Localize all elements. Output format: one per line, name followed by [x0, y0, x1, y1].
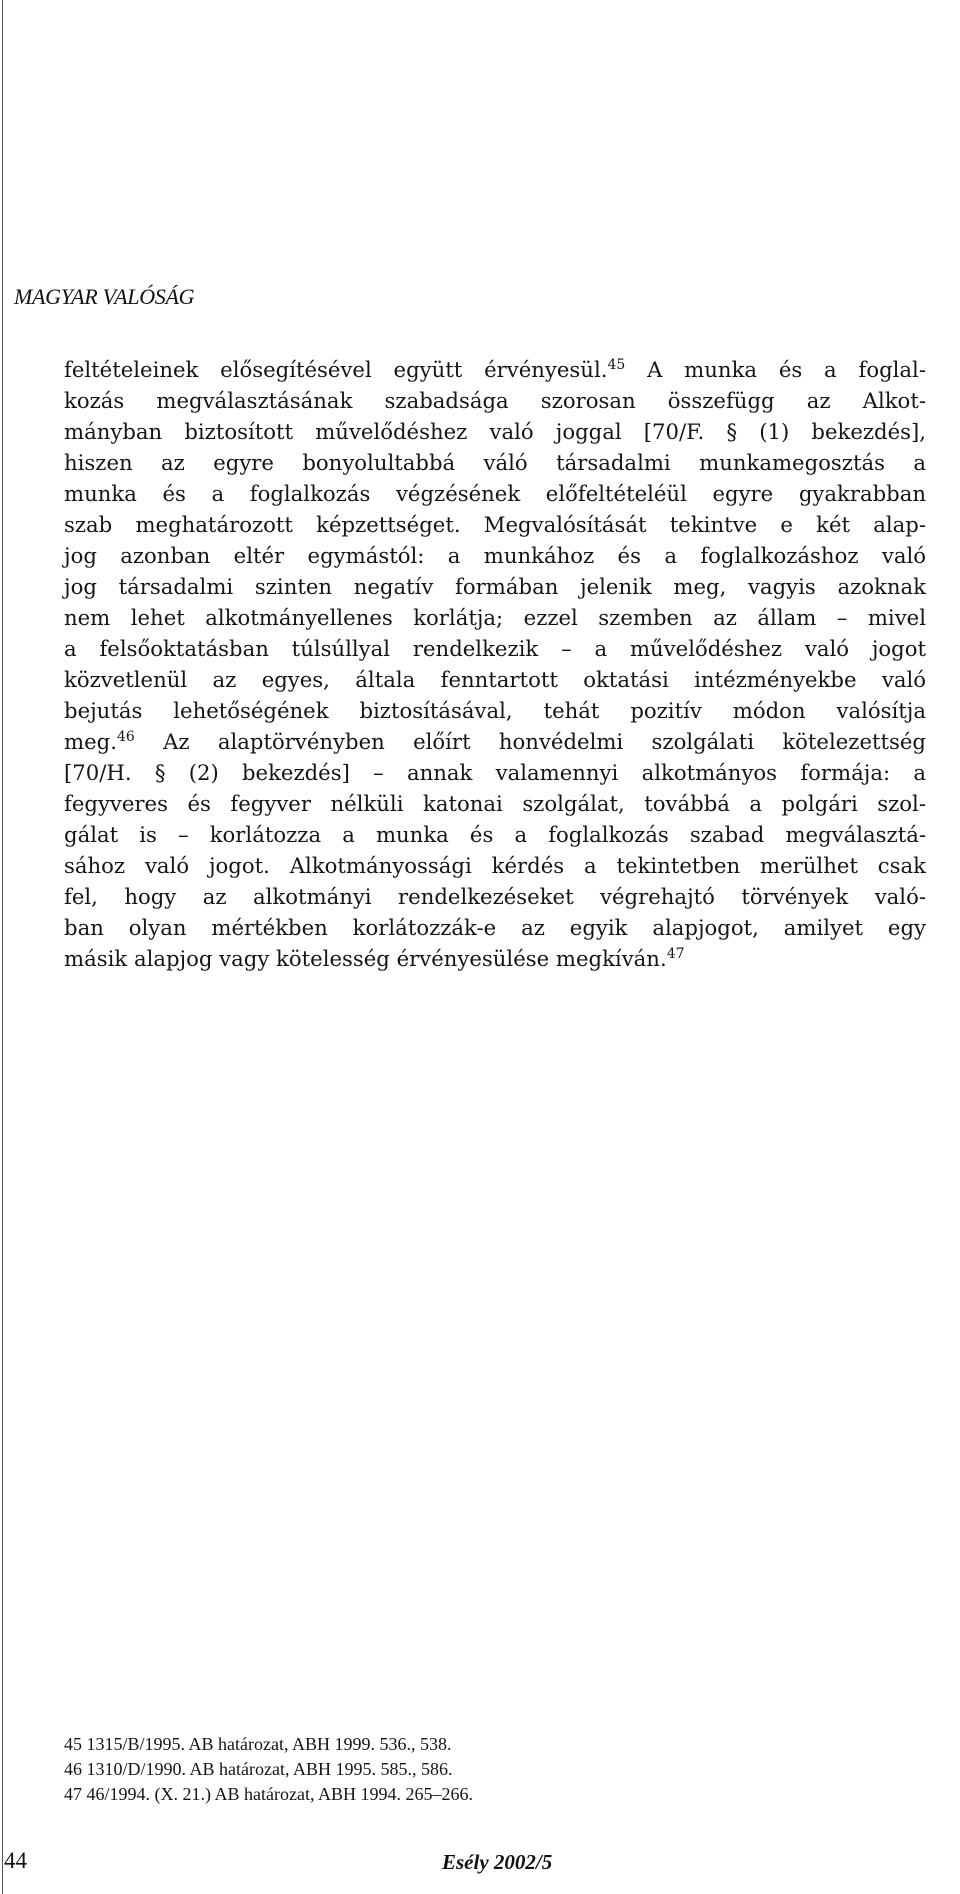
body-paragraph: [64, 354, 926, 974]
text-line: jog társadalmi szinten negatív formában jelenik meg, vagyis azoknak: [64, 574, 926, 599]
footnote-ref-47[interactable]: 47: [666, 946, 685, 962]
text-line: másik alapjog vagy kötelesség érvényesülése megkíván.$^{47}$: [64, 946, 685, 971]
text-line: közvetlenül az egyes, általa fenntartott oktatási intézményekbe való: [64, 667, 926, 692]
footnote-47: 47 46/1994. (X. 21.) AB határozat, ABH 1994. 265–266.: [64, 1784, 473, 1804]
footnotes: [64, 1732, 473, 1807]
text-line: a felsőoktatásban túlsúllyal rendelkezik – a művelődéshez való jogot: [64, 636, 926, 661]
text-line: feltételeinek elősegítésével együtt érvényesül.$^{45}$ A munka és a foglal-: [64, 357, 926, 382]
text-line: jog azonban eltér egymástól: a munkához és a foglalkozáshoz való: [64, 543, 926, 568]
text-line: hiszen az egyre bonyolultabbá váló társadalmi munkamegosztás a: [64, 450, 926, 475]
footnote-ref-46[interactable]: 46: [116, 729, 135, 745]
text-line: meg.$^{46}$ Az alaptörvényben előírt honvédelmi szolgálati kötelezettség: [64, 729, 926, 754]
page-number: 44: [4, 1848, 27, 1873]
text-line: [70/H. § (2) bekezdés] – annak valamennyi alkotmányos formája: a: [64, 760, 926, 785]
left-margin-rule: [2, 0, 3, 1894]
running-head: MAGYAR VALÓSÁG: [14, 284, 195, 309]
journal-title: Esély 2002/5: [442, 1850, 553, 1874]
text-line: nem lehet alkotmányellenes korlátja; ezzel szemben az állam – mivel: [64, 605, 926, 630]
footnote-46: 46 1310/D/1990. AB határozat, ABH 1995. 585., 586.: [64, 1759, 453, 1779]
text-line: kozás megválasztásának szabadsága szorosan összefügg az Alkot-: [64, 388, 926, 413]
text-line: fegyveres és fegyver nélküli katonai szolgálat, továbbá a polgári szol-: [64, 791, 926, 816]
footnote-ref-45[interactable]: 45: [607, 357, 626, 373]
text-line: ban olyan mértékben korlátozzák-e az egyik alapjogot, amilyet egy: [64, 915, 926, 940]
text-line: munka és a foglalkozás végzésének előfeltételéül egyre gyakrabban: [64, 481, 926, 506]
text-line: bejutás lehetőségének biztosításával, tehát pozitív módon valósítja: [64, 698, 926, 723]
text-line: sához való jogot. Alkotmányossági kérdés a tekintetben merülhet csak: [64, 853, 926, 878]
text-line: mányban biztosított művelődéshez való joggal [70/F. § (1) bekezdés],: [64, 419, 926, 444]
text-line: gálat is – korlátozza a munka és a foglalkozás szabad megválasztá-: [64, 822, 926, 847]
text-line: fel, hogy az alkotmányi rendelkezéseket végrehajtó törvények való-: [64, 884, 926, 909]
text-line: szab meghatározott képzettséget. Megvalósítását tekintve e két alap-: [64, 512, 926, 537]
footnote-45: 45 1315/B/1995. AB határozat, ABH 1999. 536., 538.: [64, 1734, 452, 1754]
